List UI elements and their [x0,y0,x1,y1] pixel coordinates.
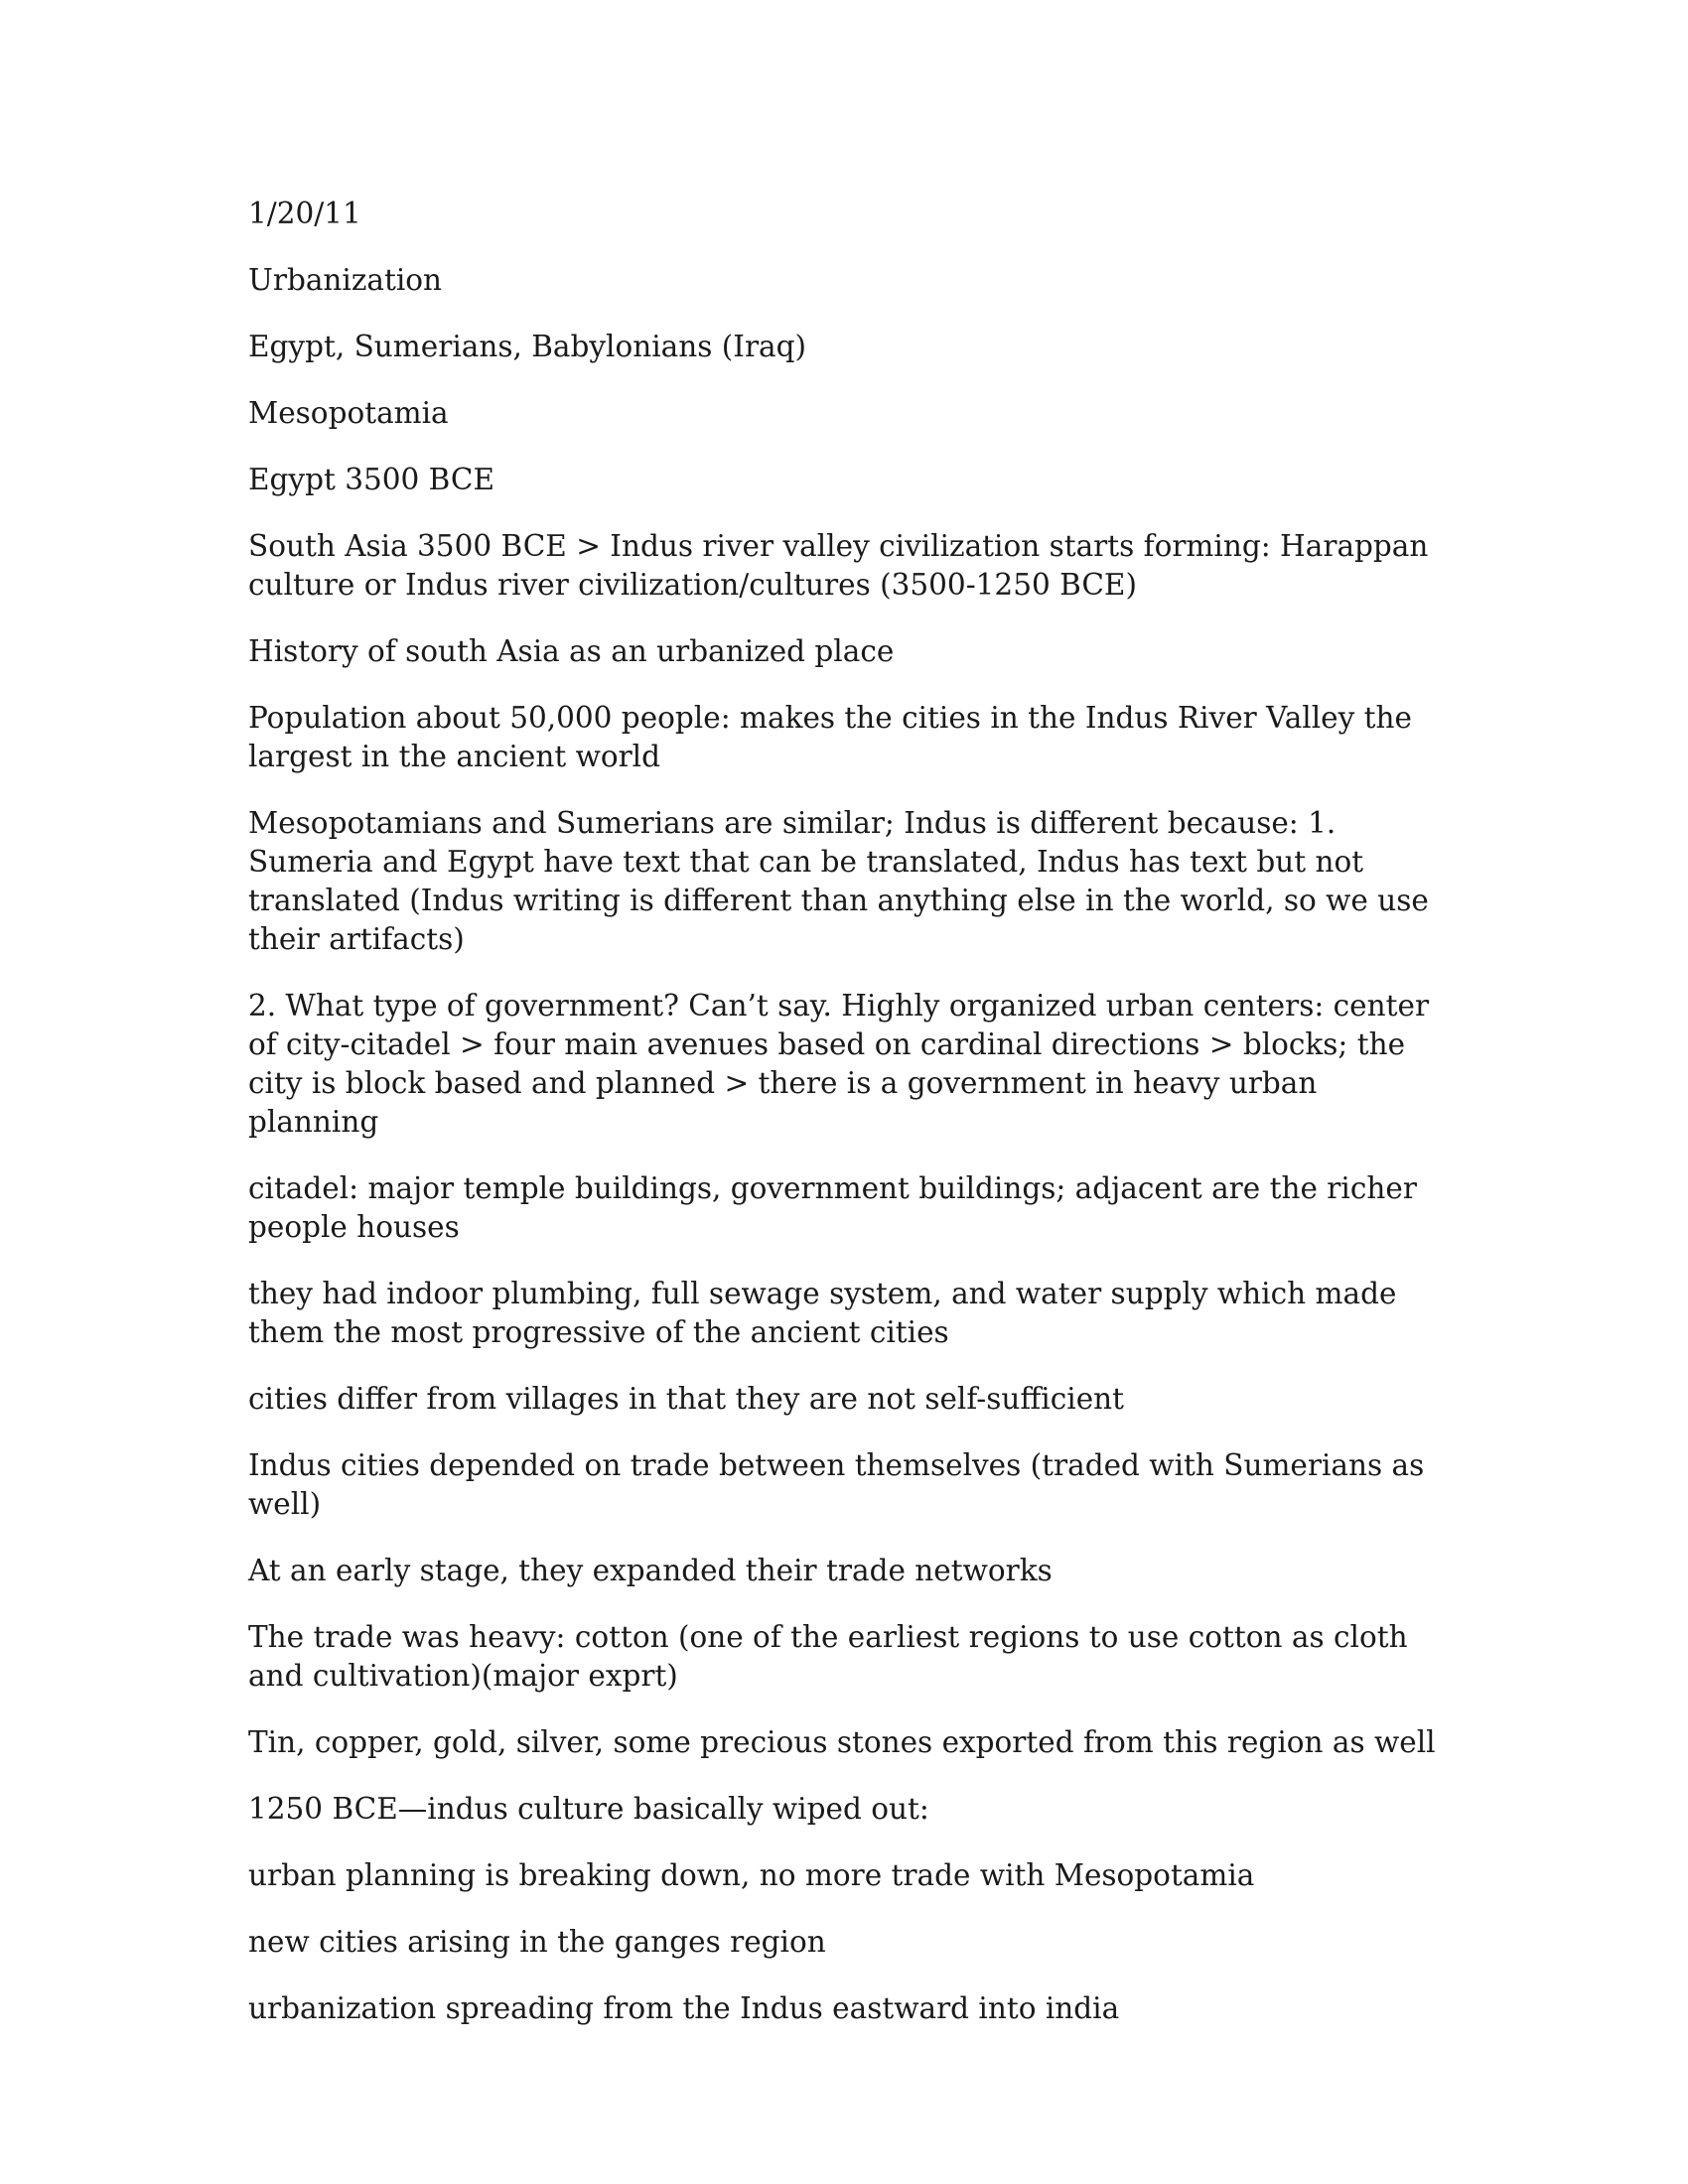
note-paragraph: South Asia 3500 BCE > Indus river valley civilization starts forming: Harappan culture or Indus river civilization/cultures (3500-1250 BCE) [248,529,1429,602]
note-paragraph: 1250 BCE—indus culture basically wiped out: [248,1792,929,1826]
topic-heading: Urbanization [248,263,443,297]
note-paragraph: Tin, copper, gold, silver, some precious stones exported from this region as well [248,1725,1436,1759]
note-paragraph: new cities arising in the ganges region [248,1925,826,1959]
note-paragraph: At an early stage, they expanded their trade networks [248,1554,1053,1587]
note-paragraph: urbanization spreading from the Indus eastward into india [248,1991,1120,2025]
note-paragraph: Mesopotamians and Sumerians are similar; Indus is different because: 1. Sumeria and Egypt have text that can be translated, Indus has text but not translated (Indus writing is different than anything else in the world, so we use their artifacts) [248,806,1429,956]
note-paragraph: Mesopotamia [248,396,449,430]
note-paragraph: citadel: major temple buildings, government buildings; adjacent are the richer people houses [248,1171,1417,1244]
document-page [248,195,1440,2056]
note-paragraph: History of south Asia as an urbanized place [248,634,895,668]
note-paragraph: they had indoor plumbing, full sewage system, and water supply which made them the most progressive of the ancient cities [248,1277,1397,1349]
note-paragraph: Population about 50,000 people: makes the cities in the Indus River Valley the largest in the ancient world [248,701,1412,773]
note-paragraph: The trade was heavy: cotton (one of the earliest regions to use cotton as cloth and cultivation)(major exprt) [248,1620,1408,1693]
note-paragraph: 2. What type of government? Can’t say. Highly organized urban centers: center of city-citadel > four main avenues based on cardinal directions > blocks; the city is block based and planned > there is a government in heavy urban planning [248,989,1430,1139]
note-paragraph: Egypt 3500 BCE [248,463,494,496]
note-paragraph: Egypt, Sumerians, Babylonians (Iraq) [248,330,807,363]
note-paragraph: Indus cities depended on trade between themselves (traded with Sumerians as well) [248,1448,1425,1521]
note-paragraph: urban planning is breaking down, no more trade with Mesopotamia [248,1858,1255,1892]
note-paragraph: cities differ from villages in that they are not self-sufficient [248,1382,1125,1416]
date-line: 1/20/11 [248,197,361,230]
